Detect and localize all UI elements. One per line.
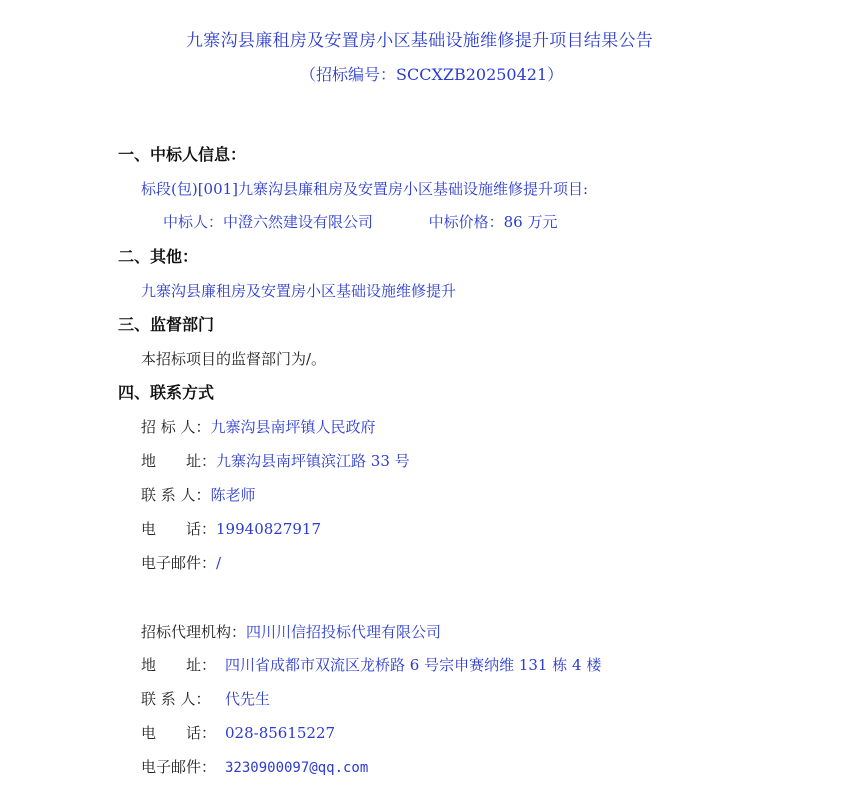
agency-phone: 028-85615227 (225, 724, 336, 742)
agency-phone-label: 电 话： (141, 724, 217, 742)
agency-email[interactable]: 3230900097@qq.com (225, 760, 369, 776)
winner-label: 中标人： (163, 213, 224, 231)
agency-phone-row (141, 723, 335, 743)
tenderer-name-label: 招 标 人： (141, 418, 211, 436)
tenderer-phone-row (141, 519, 321, 539)
agency-contact-label: 联 系 人： (141, 690, 211, 708)
winner-row (163, 212, 557, 232)
agency-contact-row (141, 689, 270, 709)
section-heading-contact: 四、联系方式 (118, 383, 215, 402)
tenderer-name: 九寨沟县南坪镇人民政府 (210, 418, 376, 436)
agency-address-row (141, 655, 601, 675)
agency-name-row (141, 622, 441, 642)
other-text: 九寨沟县廉租房及安置房小区基础设施维修提升 (141, 282, 457, 300)
tenderer-email-row (141, 553, 221, 573)
tenderer-address-label: 地 址： (141, 452, 217, 470)
winner-name: 中澄六然建设有限公司 (223, 213, 374, 231)
tenderer-name-row (141, 417, 376, 437)
section-heading-other: 二、其他： (118, 247, 199, 266)
bid-price: 86 万元 (503, 213, 558, 231)
agency-name: 四川川信招投标代理有限公司 (246, 623, 442, 641)
supervision-text: 本招标项目的监督部门为/。 (141, 350, 327, 368)
tenderer-contact-row (141, 485, 256, 505)
lot-description: 标段(包)[001]九寨沟县廉租房及安置房小区基础设施维修提升项目: (141, 180, 589, 198)
section-heading-supervision: 三、监督部门 (118, 315, 215, 334)
notice-title: 九寨沟县廉租房及安置房小区基础设施维修提升项目结果公告 (186, 31, 654, 51)
tenderer-email: / (216, 554, 222, 572)
bid-price-label: 中标价格： (428, 213, 504, 231)
tenderer-phone-label: 电 话： (141, 520, 217, 538)
tenderer-contact-label: 联 系 人： (141, 486, 211, 504)
agency-address-label: 地 址： (141, 656, 217, 674)
agency-address: 四川省成都市双流区龙桥路 6 号宗申赛纳维 131 栋 4 楼 (225, 656, 602, 674)
tenderer-email-label: 电子邮件： (141, 554, 217, 572)
tenderer-contact: 陈老师 (210, 486, 256, 504)
agency-email-label: 电子邮件： (141, 758, 217, 776)
tenderer-phone: 19940827917 (216, 520, 321, 538)
tender-number: （招标编号：SCCXZB20250421） (300, 65, 564, 84)
tenderer-address-row (141, 451, 410, 471)
section-heading-winner-info: 一、中标人信息： (118, 145, 247, 164)
agency-name-label: 招标代理机构： (141, 623, 247, 641)
agency-email-row (141, 757, 368, 778)
tenderer-address: 九寨沟县南坪镇滨江路 33 号 (216, 452, 410, 470)
agency-contact: 代先生 (225, 690, 271, 708)
